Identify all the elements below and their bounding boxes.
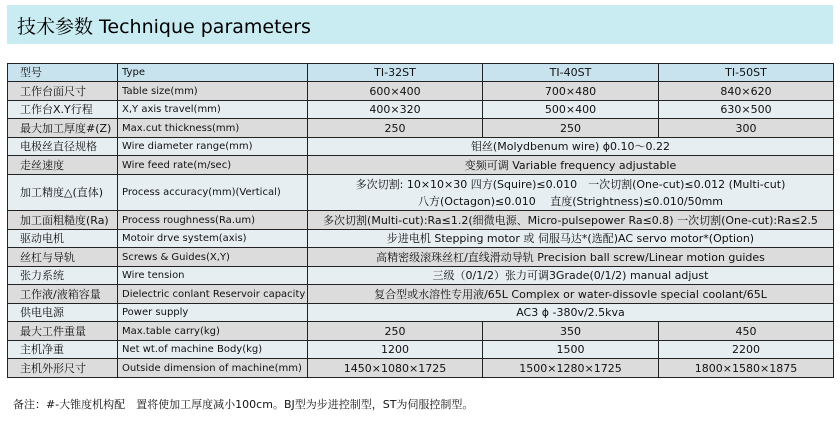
param-name-zh: 最大工件重量 xyxy=(8,322,118,341)
param-value: 500×400 xyxy=(483,101,659,119)
param-value: 250 xyxy=(308,322,483,341)
param-name-zh: 工作液/液箱容量 xyxy=(8,285,118,304)
table-row xyxy=(8,359,834,378)
table-row xyxy=(8,267,834,285)
table-row xyxy=(8,175,834,211)
param-value: 250 xyxy=(308,119,483,138)
table-row xyxy=(8,230,834,248)
table-row xyxy=(8,248,834,267)
param-value: 1200 xyxy=(308,341,483,359)
param-value: 1500×1280×1725 xyxy=(483,359,659,378)
param-name-zh: 主机净重 xyxy=(8,341,118,359)
param-name-zh: 工作台X.Y行程 xyxy=(8,101,118,119)
table-row xyxy=(8,101,834,119)
table-row xyxy=(8,138,834,156)
param-value-span: AC3 ϕ -380v/2.5kva xyxy=(308,304,834,322)
param-name-zh: 电极丝直径规格 xyxy=(8,138,118,156)
param-name-zh: 主机外形尺寸 xyxy=(8,359,118,378)
param-value: 630×500 xyxy=(659,101,834,119)
model-name: TI-32ST xyxy=(308,64,483,82)
param-name-zh: 驱动电机 xyxy=(8,230,118,248)
accuracy-line-2: 八方(Octagon)≤0.010 直度(Strightness)≤0.010/50mm xyxy=(418,194,723,208)
param-name-zh: 供电电源 xyxy=(8,304,118,322)
spec-table xyxy=(7,63,834,378)
page-title: 技术参数 Technique parameters xyxy=(17,16,311,38)
param-value: 300 xyxy=(659,119,834,138)
param-value-span: 多次切割(Multi-cut):Ra≤1.2(细微电源、Micro-pulsepower Ra≤0.8) 一次切割(One-cut):Ra≤2.5 xyxy=(308,211,834,230)
param-name-en: Dielectric conlant Reservoir capacity xyxy=(118,285,308,304)
param-name-zh: 工作台面尺寸 xyxy=(8,82,118,101)
title-bar xyxy=(7,5,833,44)
param-name-en: X,Y axis travel(mm) xyxy=(118,101,308,119)
param-name-zh: 张力系统 xyxy=(8,267,118,285)
param-value: 700×480 xyxy=(483,82,659,101)
header-label-en: Type xyxy=(118,64,308,82)
param-name-en: Power supply xyxy=(118,304,308,322)
header-label-zh: 型号 xyxy=(8,64,118,82)
model-name: TI-50ST xyxy=(659,64,834,82)
param-name-zh: 丝杠与导轨 xyxy=(8,248,118,267)
table-row xyxy=(8,304,834,322)
table-row xyxy=(8,341,834,359)
param-name-en: Screws & Guides(X,Y) xyxy=(118,248,308,267)
param-name-en: Max.table carry(kg) xyxy=(118,322,308,341)
table-row xyxy=(8,156,834,175)
param-value: 1800×1580×1875 xyxy=(659,359,834,378)
param-value-span: 三级（0/1/2）张力可调3Grade(0/1/2) manual adjust xyxy=(308,267,834,285)
table-row xyxy=(8,322,834,341)
param-name-en: Motoir drve system(axis) xyxy=(118,230,308,248)
param-name-en: Outside dimension of machine(mm) xyxy=(118,359,308,378)
model-name: TI-40ST xyxy=(483,64,659,82)
table-row xyxy=(8,211,834,230)
param-name-en: Wire feed rate(m/sec) xyxy=(118,156,308,175)
param-name-en: Wire diameter range(mm) xyxy=(118,138,308,156)
table-header-row xyxy=(8,64,834,82)
param-value: 350 xyxy=(483,322,659,341)
param-value: 840×620 xyxy=(659,82,834,101)
accuracy-line-1: 多次切割: 10×10×30 四方(Squire)≤0.010 一次切割(One-cut)≤0.012 (Multi-cut) xyxy=(355,177,786,191)
param-name-en: Max.cut thickness(mm) xyxy=(118,119,308,138)
param-value: 400×320 xyxy=(308,101,483,119)
table-row xyxy=(8,119,834,138)
param-value-span: 钼丝(Molydbenum wire) ϕ0.10～0.22 xyxy=(308,138,834,156)
table-row xyxy=(8,285,834,304)
param-value: 250 xyxy=(483,119,659,138)
param-name-en: Process roughness(Ra.um) xyxy=(118,211,308,230)
param-value-span: 变频可调 Variable frequency adjustable xyxy=(308,156,834,175)
param-value-span: 复合型或水溶性专用液/65L Complex or water-dissovle special coolant/65L xyxy=(308,285,834,304)
param-value: 600×400 xyxy=(308,82,483,101)
param-name-en: Wire tension xyxy=(118,267,308,285)
param-value: 1450×1080×1725 xyxy=(308,359,483,378)
param-value: 450 xyxy=(659,322,834,341)
param-name-en: Net wt.of machine Body(kg) xyxy=(118,341,308,359)
param-name-zh: 加工面粗糙度(Ra) xyxy=(8,211,118,230)
param-value-span xyxy=(308,175,834,211)
footnote: 备注：#-大锥度机构配 置将使加工厚度减小100cm。BJ型为步进控制型，ST为伺服控制型。 xyxy=(13,398,474,411)
param-name-en: Table size(mm) xyxy=(118,82,308,101)
param-name-zh: 加工精度△(直体) xyxy=(8,175,118,211)
param-value-span: 高精密级滚珠丝杠/直线滑动导轨 Precision ball screw/Linear motion guides xyxy=(308,248,834,267)
param-name-zh: 走丝速度 xyxy=(8,156,118,175)
param-name-en: Process accuracy(mm)(Vertical) xyxy=(118,175,308,211)
param-value: 2200 xyxy=(659,341,834,359)
param-value-span: 步进电机 Stepping motor 或 伺服马达*(选配)AC servo motor*(Option) xyxy=(308,230,834,248)
table-row xyxy=(8,82,834,101)
param-value: 1500 xyxy=(483,341,659,359)
param-name-zh: 最大加工厚度#(Z) xyxy=(8,119,118,138)
